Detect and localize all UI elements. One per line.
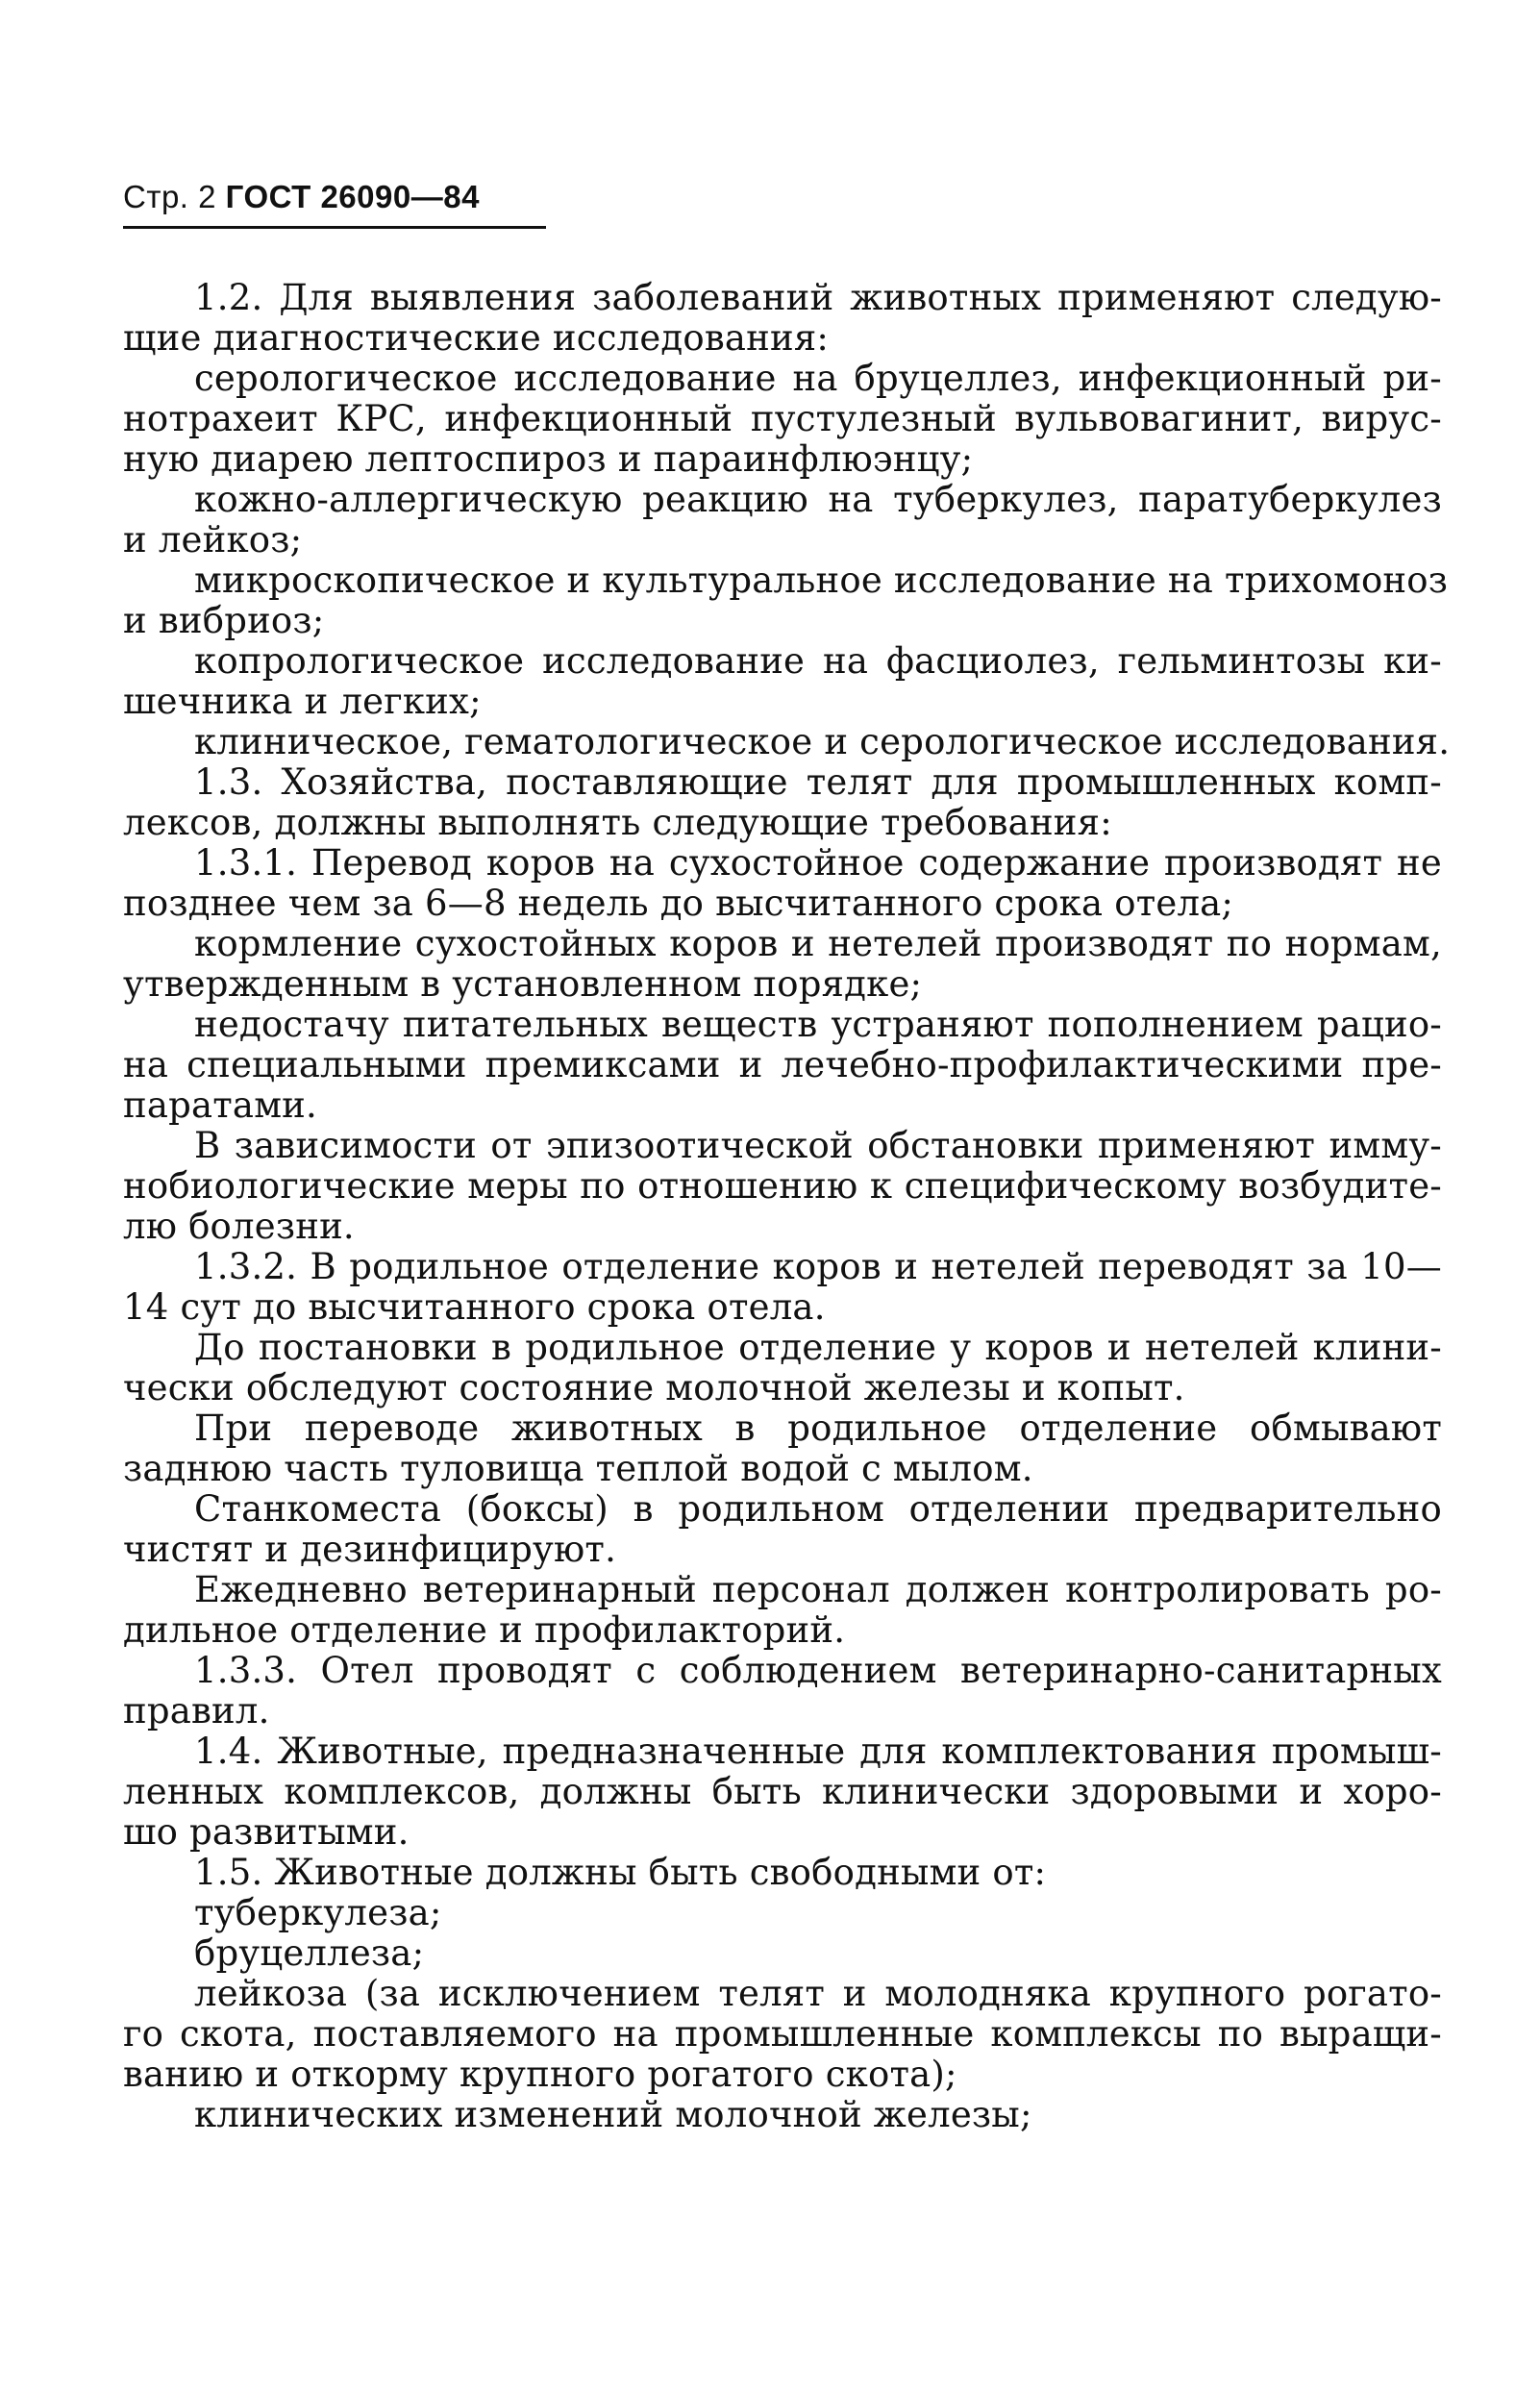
page-header (123, 178, 546, 229)
standard-number: ГОСТ 26090—84 (225, 179, 480, 214)
text-line: 1.3. Хозяйства, поставляющие телят для промышленных комп- (194, 761, 1442, 803)
text-line: Ежедневно ветеринарный персонал должен контролировать ро- (194, 1569, 1442, 1610)
text-line: 1.4. Животные, предназначенные для комплектования промыш- (194, 1731, 1442, 1772)
text-line: заднюю часть туловища теплой водой с мылом. (123, 1448, 1033, 1489)
text-line: 1.3.2. В родильное отделение коров и нетелей переводят за 10— (194, 1246, 1442, 1287)
text-line: ную диарею лептоспироз и параинфлюэнцу; (123, 438, 974, 480)
text-line: 14 сут до высчитанного срока отела. (123, 1286, 826, 1328)
text-line: нобиологические меры по отношению к специфическому возбудите- (123, 1165, 1442, 1207)
text-line: дильное отделение и профилакторий. (123, 1609, 846, 1651)
body-text (123, 277, 1451, 2135)
text-line: лю болезни. (123, 1206, 355, 1247)
header-line (123, 178, 546, 216)
text-line: копрологическое исследование на фасциолез, гельминтозы ки- (194, 640, 1442, 682)
text-line: нотрахеит КРС, инфекционный пустулезный вульвовагинит, вирус- (123, 398, 1442, 439)
text-line: При переводе животных в родильное отделение обмывают (194, 1408, 1442, 1449)
text-line: ленных комплексов, должны быть клинически здоровыми и хоро- (123, 1771, 1442, 1812)
text-line: 1.2. Для выявления заболеваний животных применяют следую- (194, 277, 1442, 318)
text-line: правил. (123, 1690, 270, 1732)
text-line: 1.3.3. Отел проводят с соблюдением ветеринарно-санитарных (194, 1650, 1442, 1691)
text-line: на специальными премиксами и лечебно-профилактическими пре- (123, 1044, 1442, 1085)
page-number: Стр. 2 (123, 179, 216, 214)
text-line: туберкулеза; (194, 1892, 442, 1933)
text-line: лейкоза (за исключением телят и молодняка крупного рогато- (194, 1973, 1442, 2014)
text-line: кормление сухостойных коров и нетелей производят по нормам, (194, 923, 1442, 964)
text-line: До постановки в родильное отделение у коров и нетелей клини- (194, 1327, 1442, 1368)
text-line: и лейкоз; (123, 519, 303, 561)
header-rule (123, 226, 546, 229)
text-line: лексов, должны выполнять следующие требования: (123, 802, 1112, 843)
text-line: В зависимости от эпизоотической обстановки применяют имму- (194, 1125, 1442, 1166)
text-line: микроскопическое и культуральное исследование на трихомоноз (194, 560, 1449, 601)
text-line: чески обследуют состояние молочной железы и копыт. (123, 1367, 1185, 1408)
text-line: паратами. (123, 1084, 317, 1126)
text-line: позднее чем за 6—8 недель до высчитанного срока отела; (123, 883, 1234, 924)
text-line: чистят и дезинфицируют. (123, 1529, 617, 1570)
text-line: 1.5. Животные должны быть свободными от: (194, 1852, 1047, 1893)
text-line: щие диагностические исследования: (123, 317, 830, 359)
text-line: ванию и откорму крупного рогатого скота); (123, 2054, 957, 2095)
text-line: шо развитыми. (123, 1811, 410, 1853)
text-line: бруцеллеза; (194, 1932, 425, 1974)
text-line: кожно-аллергическую реакцию на туберкулез, паратуберкулез (194, 479, 1442, 520)
text-line: го скота, поставляемого на промышленные комплексы по выращи- (123, 2013, 1442, 2055)
text-line: серологическое исследование на бруцеллез, инфекционный ри- (194, 358, 1442, 399)
text-line: шечника и легких; (123, 681, 482, 722)
text-line: и вибриоз; (123, 600, 325, 641)
text-line: недостачу питательных веществ устраняют пополнением рацио- (194, 1004, 1442, 1045)
text-line: Станкоместа (боксы) в родильном отделении предварительно (194, 1488, 1442, 1530)
text-line: утвержденным в установленном порядке; (123, 963, 923, 1005)
text-line: 1.3.1. Перевод коров на сухостойное содержание производят не (194, 842, 1442, 884)
text-line: клинических изменений молочной железы; (194, 2094, 1032, 2135)
text-line: клиническое, гематологическое и серологическое исследования. (194, 721, 1451, 762)
